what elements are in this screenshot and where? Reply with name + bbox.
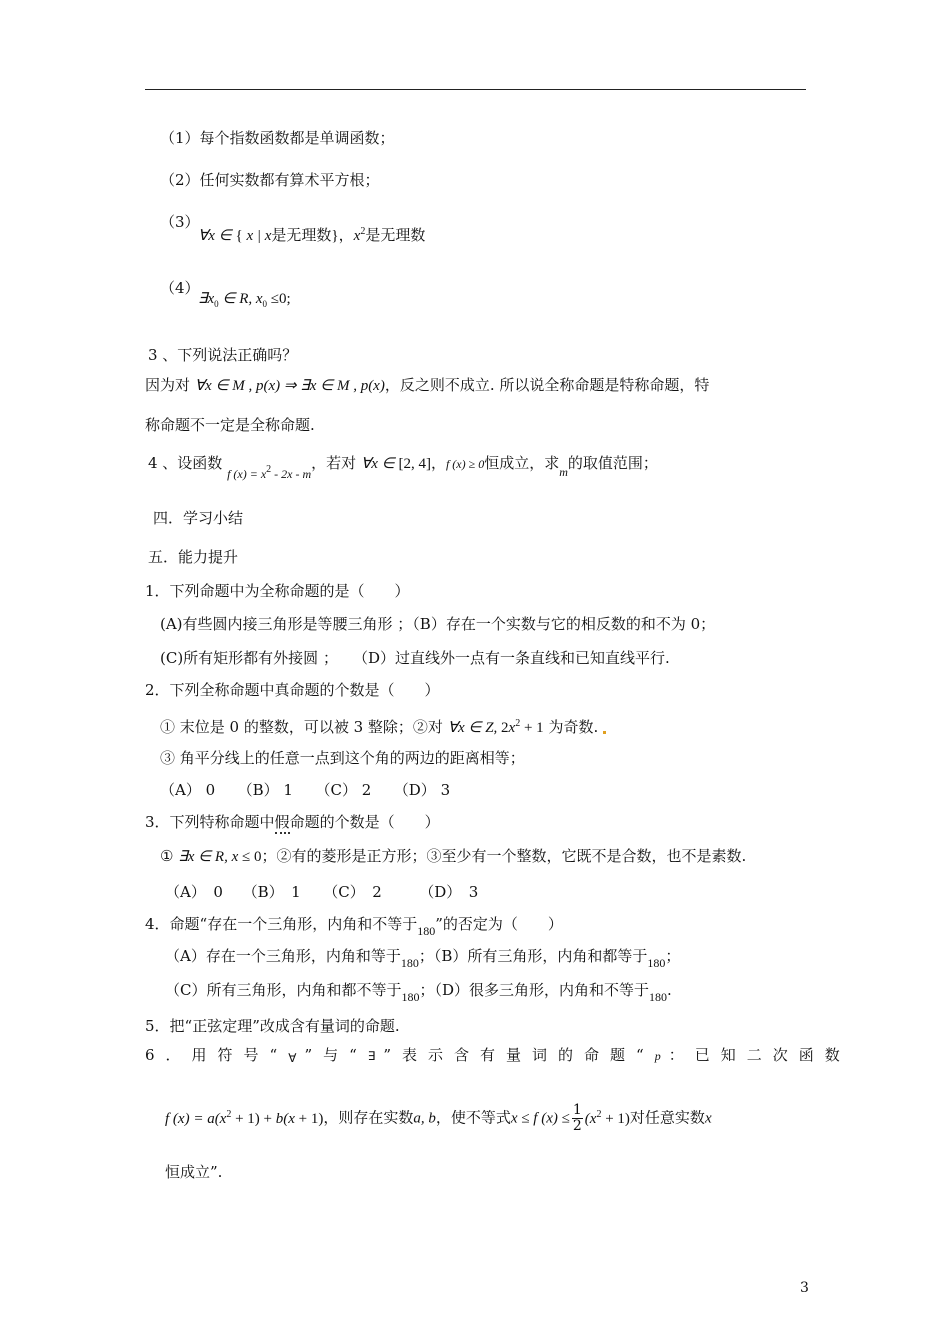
page-number: 3 [800,1280,809,1296]
q4-c3: ； [665,947,681,965]
item-3 [160,212,200,232]
q3-emphasis: 假 [275,813,290,834]
q4-c2: ；（B）所有三角形，内角和都等于 [418,947,648,965]
q4-c1: （A）存在一个三角形，内角和等于 [165,947,401,965]
q6: 6．用符号“∀ ”与“∃ ”表示含有量词的命题“p ：已知二次函数 [145,1046,851,1065]
q3-body-a: 因为对 [145,376,191,394]
item-4-formula: $\exists x_0$ ∈ R, $x_0 \le 0$; [198,291,291,309]
q6-line-2: f $(x) = a(x^2 + 1) + b(x + 1)$，则存在实数a, b，使不等式x ≤ f (x) ≤ $\frac{1}{2}$ $(x^2 + 1)$对任意实数x [165,1102,712,1134]
highlight-mark [603,731,606,734]
item-4-label: （4） [160,279,200,297]
q6-line-3: 恒成立”. [165,1163,223,1181]
q4-options-1 [165,946,681,970]
q3-c2: ；②有的菱形是正方形；③至少有一个整数，它既不是合数，也不是素数. [261,847,747,865]
q4-text-b: ”的否定为（ ） [435,915,563,933]
degree-value: 180 [400,956,419,970]
q2: 2．下列全称命题中真命题的个数是（ ） [145,681,440,699]
item-3-text2: 是无理数 [365,226,426,244]
question-3-body: 因为对 ∀x ∈ M , p(x) ⇒ ∃x ∈ M , p(x)，反之则不成立. 所以说全称命题是特称命题，特 [145,376,710,394]
question-3-title: 3 、下列说法正确吗？ [148,346,298,364]
q4-b: ，若对 [311,454,357,472]
q6-c: ”表示含有量词的命题“ [383,1046,655,1064]
q4-text-a: 4．命题“存在一个三角形，内角和不等于 [145,915,418,933]
q3 [145,812,440,832]
degree-value: 180 [417,924,436,938]
q6-a: 6．用符号“ [145,1046,289,1064]
q2-line-2: ③ 角平分线上的任意一点到这个角的两边的距离相等； [160,749,525,767]
q4 [145,914,563,938]
item-1: （1）每个指数函数都是单调函数； [160,129,395,147]
q4-d2: ；（D）很多三角形，内角和不等于 [419,981,650,999]
q1: 1．下列命题中为全称命题的是（ ） [145,582,410,600]
q2-line-1: ① 末位是 0 的整数，可以被 3 整除；②对 ∀x ∈ Z, $2x^2 + 1$ 为奇数. [160,714,606,738]
q4-a: 4 、设函数 [148,454,223,472]
degree-value: 180 [647,956,666,970]
q5: 5．把“正弦定理”改成含有量词的命题. [145,1017,400,1035]
q6-e2: ，使不等式 [435,1108,511,1127]
q6-e1: ，则存在实数 [323,1108,414,1127]
q3-c1: ① [160,847,174,865]
q4-c: 恒成立，求 [484,454,560,472]
q6-e3: 对任意实数 [629,1108,705,1127]
q2-a1: ① 末位是 0 的整数，可以被 3 整除；②对 [160,718,443,736]
item-3-label: （3） [160,213,200,231]
question-3-body-2: 称命题不一定是全称命题. [145,416,315,434]
q2-options: （A） 0 （B） 1 （C） 2 （D） 3 [160,781,451,799]
q4-d3: . [667,981,672,999]
q6-b: ”与“ [304,1046,368,1064]
q4-d: 的取值范围； [567,454,658,472]
q3-body-b: ，反之则不成立. 所以说全称命题是特称命题，特 [384,376,710,394]
q3-line-1: ① ∃x ∈ R, x ≤ 0；②有的菱形是正方形；③至少有一个整数，它既不是合数，也不是素数. [160,847,747,865]
item-3-text1: 是无理数 [271,226,332,244]
section-advance: 五．能力提升 [148,548,239,566]
q1-options-2: (C)所有矩形都有外接圆 ； （D）过直线外一点有一条直线和已知直线平行. [160,649,670,667]
degree-value: 180 [401,990,420,1004]
q4-options-2 [165,980,672,1004]
q1-options-1: (A)有些圆内接三角形是等腰三角形 ；（B）存在一个实数与它的相反数的和不为 0； [160,615,716,633]
q3-b: 命题的个数是（ ） [289,813,440,831]
header-rule [145,89,806,90]
degree-value: 180 [649,990,668,1004]
q4-d1: （C）所有三角形，内角和都不等于 [165,981,402,999]
q6-d: ：已知二次函数 [668,1046,851,1064]
item-2: （2）任何实数都有算术平方根； [160,171,380,189]
question-4: 4 、设函数 $_{f (x) = x^2 - 2x - m}$，若对 ∀x ∈ [2, 4]，f (x) ≥ 0恒成立，求$_m$的取值范围； [148,454,658,481]
section-summary: 四．学习小结 [153,509,244,527]
q2-a2: 为奇数. [548,718,599,736]
q3-options: （A） 0 （B） 1 （C） 2 （D） 3 [165,883,479,901]
item-3-formula: ∀x ∈ { x | x是无理数}，$x^2$是无理数 [198,226,426,244]
item-4 [160,278,200,298]
q3-a: 3．下列特称命题中 [145,813,275,831]
